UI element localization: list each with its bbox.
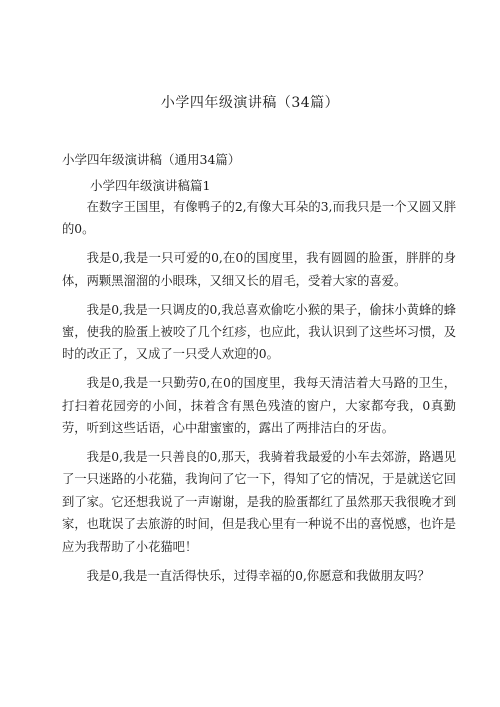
paragraph: 我是0,我是一只调皮的0,我总喜欢偷吃小猴的果子，偷抹小黄蜂的蜂蜜，使我的脸蛋上被咬了几个红疹，也应此，我认识到了这些坏习惯，及时的改正了，又成了一只受人欢迎的0。 [62,302,456,362]
paragraph: 我是0,我是一只可爱的0,在0的国度里，我有圆圆的脸蛋，胖胖的身体，两颗黑溜溜的小眼珠，又细又长的眉毛，受着大家的喜爱。 [62,251,456,288]
paragraph: 在数字王国里，有像鸭子的2,有像大耳朵的3,而我只是一个又圆又胖的0。 [62,200,456,237]
document-title: 小学四年级演讲稿（34篇） [160,95,340,111]
paragraph: 我是0,我是一只勤劳0,在0的国度里，我每天清洁着大马路的卫生，打扫着花园旁的小间，抹着含有黑色残渣的窗户，大家都夸我，0真勤劳，听到这些话语，心中甜蜜蜜的，露出了两排洁白的牙齿。 [62,376,456,436]
paragraph: 我是0,我是一只善良的0,那天，我骑着我最爱的小车去郊游，路遇见了一只迷路的小花猫，我询问了它一下，得知了它的情况，于是就送它回到了家。它还想我说了一声谢谢，是我的脸蛋都红了虽然那天我很晚才到家，也耽误了去旅游的时间，但是我心里有一种说不出的喜悦感，也许是应为我帮助了小花猫吧！ [62,450,456,554]
section-heading: 小学四年级演讲稿篇1 [90,178,211,193]
document-subtitle: 小学四年级演讲稿（通用34篇） [62,152,241,167]
body-text [62,196,456,594]
paragraph: 我是0,我是一直活得快乐，过得幸福的0,你愿意和我做朋友吗？ [86,568,430,583]
